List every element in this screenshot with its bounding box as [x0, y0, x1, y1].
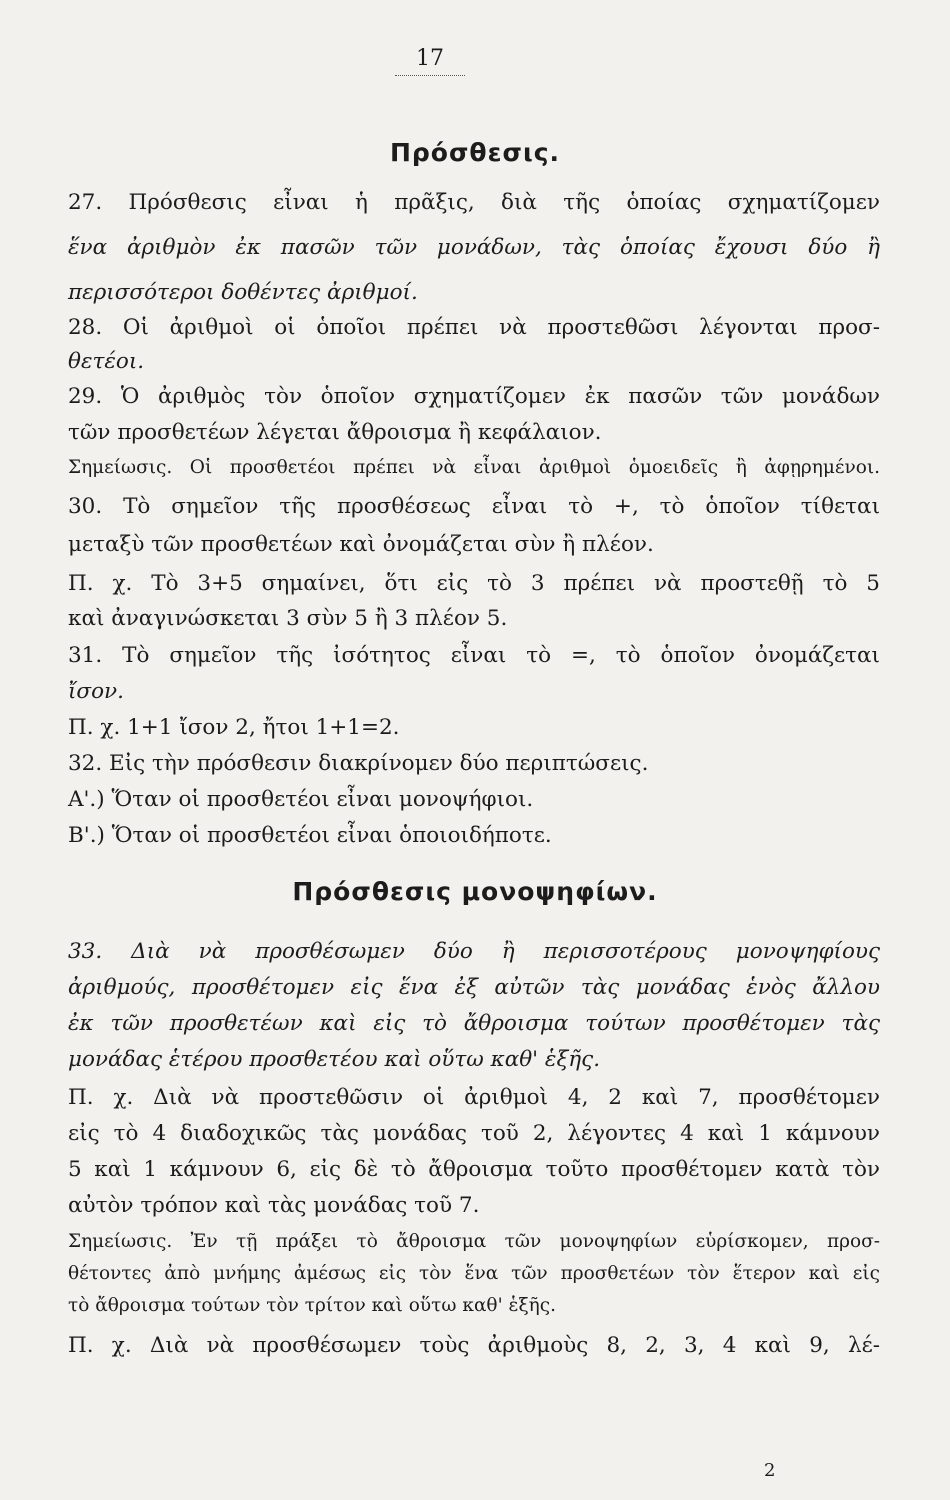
text-line: Π. χ. Διὰ νὰ προσθέσωμεν τοὺς ἀριθμοὺς 8, 2, 3, 4 καὶ 9, λέ- — [68, 1333, 880, 1358]
text-line: 30. Τὸ σημεῖον τῆς προσθέσεως εἶναι τὸ +, τὸ ὁποῖον τίθεται — [68, 494, 880, 519]
text-line: καὶ ἀναγινώσκεται 3 σὺν 5 ἢ 3 πλέον 5. — [68, 606, 508, 631]
text-line: αὐτὸν τρόπον καὶ τὰς μονάδας τοῦ 7. — [68, 1193, 480, 1218]
text-line: ἀριθμούς, προσθέτομεν εἰς ἕνα ἐξ αὐτῶν τὰς μονάδας ἑνὸς ἄλλου — [68, 975, 880, 1000]
text-line: τῶν προσθετέων λέγεται ἄθροισμα ἢ κεφάλαιον. — [68, 420, 602, 445]
note-line: Σημείωσις. Ἐν τῇ πράξει τὸ ἄθροισμα τῶν μονοψηφίων εὑρίσκομεν, προσ- — [68, 1231, 880, 1252]
text-line: 27. Πρόσθεσις εἶναι ἡ πρᾶξις, διὰ τῆς ὁποίας σχηματίζομεν — [68, 190, 880, 215]
text-line: ἴσον. — [68, 679, 124, 704]
text-line: 5 καὶ 1 κάμνουν 6, εἰς δὲ τὸ ἄθροισμα τοῦτο προσθέτομεν κατὰ τὸν — [68, 1157, 880, 1182]
text-line: περισσότεροι δοθέντες ἀριθμοί. — [68, 280, 418, 305]
text-line: μονάδας ἑτέρου προσθετέου καὶ οὕτω καθ' ἑξῆς. — [68, 1047, 601, 1072]
text-line: 31. Τὸ σημεῖον τῆς ἰσότητος εἶναι τὸ =, τὸ ὁποῖον ὀνομάζεται — [68, 643, 880, 668]
text-line: 29. Ὁ ἀριθμὸς τὸν ὁποῖον σχηματίζομεν ἐκ πασῶν τῶν μονάδων — [68, 384, 880, 409]
section-heading-single-digit: Πρόσθεσις μονοψηφίων. — [292, 877, 658, 906]
note-line: τὸ ἄθροισμα τούτων τὸν τρίτον καὶ οὕτω καθ' ἑξῆς. — [68, 1295, 556, 1316]
folio-mark: 2 — [764, 1460, 776, 1481]
text-line: 33. Διὰ νὰ προσθέσωμεν δύο ἢ περισσοτέρους μονοψηφίους — [68, 939, 880, 964]
text-line: Α'.) Ὅταν οἱ προσθετέοι εἶναι μονοψήφιοι. — [68, 787, 534, 812]
text-line: Β'.) Ὅταν οἱ προσθετέοι εἶναι ὁποιοιδήποτε. — [68, 823, 552, 848]
text-line: ἕνα ἀριθμὸν ἐκ πασῶν τῶν μονάδων, τὰς ὁποίας ἔχουσι δύο ἢ — [68, 235, 880, 260]
text-line: μεταξὺ τῶν προσθετέων καὶ ὀνομάζεται σὺν ἢ πλέον. — [68, 532, 654, 557]
text-line: θετέοι. — [68, 349, 145, 374]
text-line: Π. χ. Διὰ νὰ προστεθῶσιν οἱ ἀριθμοὶ 4, 2 καὶ 7, προσθέτομεν — [68, 1085, 880, 1110]
note-line: θέτοντες ἀπὸ μνήμης ἀμέσως εἰς τὸν ἕνα τῶν προσθετέων τὸν ἕτερον καὶ εἰς — [68, 1263, 880, 1284]
text-line: Π. χ. Τὸ 3+5 σημαίνει, ὅτι εἰς τὸ 3 πρέπει νὰ προστεθῇ τὸ 5 — [68, 571, 880, 596]
page-number: 17 — [395, 46, 465, 76]
text-line: εἰς τὸ 4 διαδοχικῶς τὰς μονάδας τοῦ 2, λέγοντες 4 καὶ 1 κάμνουν — [68, 1121, 880, 1146]
text-line: ἐκ τῶν προσθετέων καὶ εἰς τὸ ἄθροισμα τούτων προσθέτομεν τὰς — [68, 1011, 880, 1036]
text-line: 32. Εἰς τὴν πρόσθεσιν διακρίνομεν δύο περιπτώσεις. — [68, 751, 649, 776]
text-line: Π. χ. 1+1 ἴσον 2, ἤτοι 1+1=2. — [68, 715, 400, 740]
text-line: 28. Οἱ ἀριθμοὶ οἱ ὁποῖοι πρέπει νὰ προστεθῶσι λέγονται προσ- — [68, 315, 880, 340]
section-heading-addition: Πρόσθεσις. — [389, 138, 561, 167]
note-line: Σημείωσις. Οἱ προσθετέοι πρέπει νὰ εἶναι ἀριθμοὶ ὁμοειδεῖς ἢ ἀφῃρημένοι. — [68, 457, 880, 478]
